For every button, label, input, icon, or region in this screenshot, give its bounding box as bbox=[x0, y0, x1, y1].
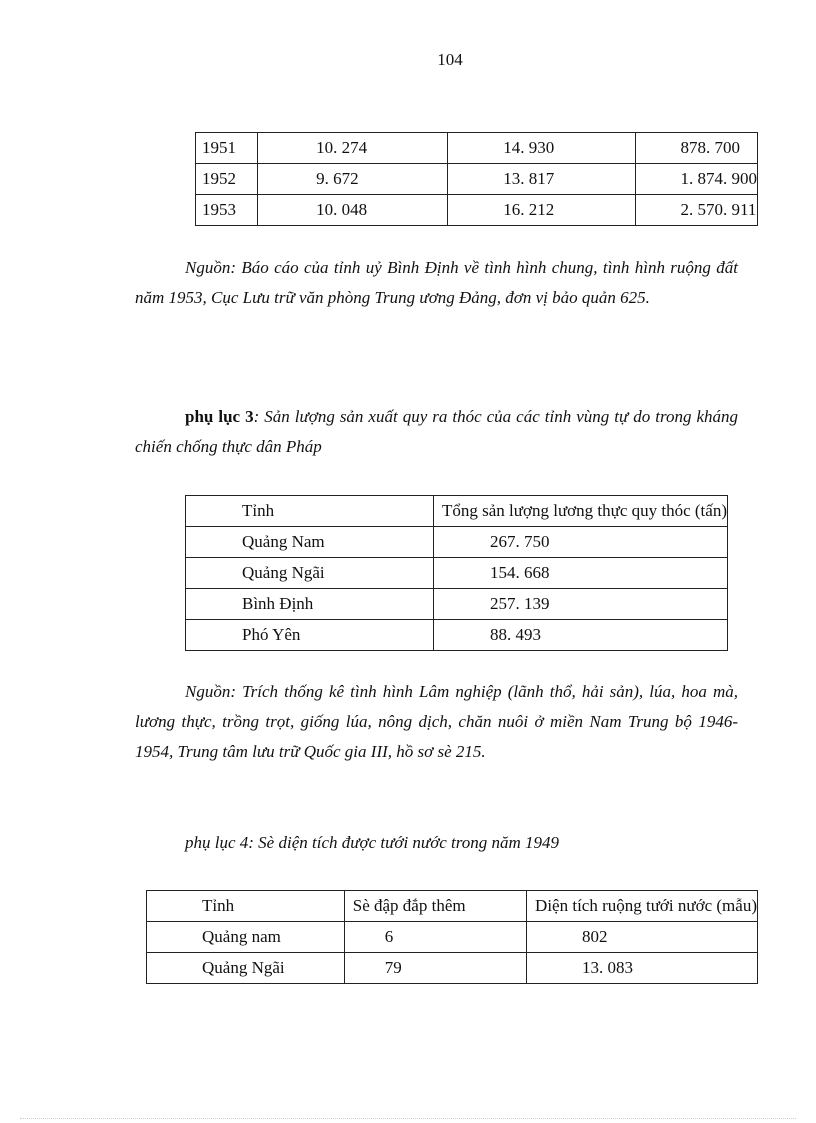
table-cell: 1951 bbox=[196, 133, 258, 164]
column-header-province: Tỉnh bbox=[186, 496, 434, 527]
appendix-3-caption bbox=[135, 402, 738, 462]
table-cell: Phó Yên bbox=[186, 620, 434, 651]
table-cell: 9. 672 bbox=[258, 164, 448, 195]
table-cell: 1. 874. 900 bbox=[635, 164, 758, 195]
source-note-2: Nguồn: Trích thống kê tình hình Lâm nghiệp (lãnh thổ, hải sản), lúa, hoa mà, lương thực, trồng trọt, giống lúa, nông dịch, chăn nuôi ở miền Nam Trung bộ 1946-1954, Trung tâm lưu trữ Quốc gia III, hồ sơ sè 215. bbox=[135, 682, 738, 761]
table-cell: 14. 930 bbox=[448, 133, 635, 164]
table-row bbox=[186, 589, 728, 620]
table-row bbox=[186, 620, 728, 651]
table-row bbox=[147, 953, 758, 984]
table-row bbox=[186, 527, 728, 558]
table-cell: 13. 083 bbox=[527, 953, 758, 984]
table-cell: 13. 817 bbox=[448, 164, 635, 195]
column-header-dams-built: Sè đập đắp thêm bbox=[344, 891, 526, 922]
appendix-4-caption: phụ lục 4: Sè diện tích được tưới nước trong năm 1949 bbox=[185, 833, 560, 852]
appendix-3-label: phụ lục 3 bbox=[185, 407, 254, 426]
table-cell: 802 bbox=[527, 922, 758, 953]
table-cell: 1952 bbox=[196, 164, 258, 195]
table-cell: 878. 700 bbox=[635, 133, 758, 164]
table-cell: 1953 bbox=[196, 195, 258, 226]
yearly-statistics-table bbox=[195, 132, 758, 226]
table-cell: 88. 493 bbox=[434, 620, 728, 651]
irrigation-table bbox=[146, 890, 758, 984]
table-row bbox=[147, 922, 758, 953]
table-header-row bbox=[147, 891, 758, 922]
table-cell: 16. 212 bbox=[448, 195, 635, 226]
table-cell: Quảng Ngãi bbox=[147, 953, 345, 984]
table-cell: 257. 139 bbox=[434, 589, 728, 620]
table-cell: Quảng Ngãi bbox=[186, 558, 434, 589]
table-header-row bbox=[186, 496, 728, 527]
table-cell: 154. 668 bbox=[434, 558, 728, 589]
table-cell: 10. 048 bbox=[258, 195, 448, 226]
table-row bbox=[196, 133, 758, 164]
table-cell: 79 bbox=[344, 953, 526, 984]
table-cell: 6 bbox=[344, 922, 526, 953]
table-row bbox=[196, 164, 758, 195]
table-cell: Quảng Nam bbox=[186, 527, 434, 558]
rice-production-table bbox=[185, 495, 728, 651]
column-header-irrigated-area: Diện tích ruộng tưới nước (mẫu) bbox=[527, 891, 758, 922]
table-row bbox=[186, 558, 728, 589]
table-row bbox=[196, 195, 758, 226]
page-number: 104 bbox=[437, 50, 463, 69]
table-cell: 2. 570. 911 bbox=[635, 195, 758, 226]
column-header-total-output: Tổng sản lượng lương thực quy thóc (tấn) bbox=[434, 496, 728, 527]
table-cell: 10. 274 bbox=[258, 133, 448, 164]
appendix-3-title: : Sản lượng sản xuất quy ra thóc của các tỉnh vùng tự do trong kháng chiến chống thực dân Pháp bbox=[135, 407, 738, 456]
column-header-province: Tỉnh bbox=[147, 891, 345, 922]
page-bottom-divider bbox=[20, 1118, 796, 1119]
source-note-1: Nguồn: Báo cáo của tỉnh uỷ Bình Định về tình hình chung, tình hình ruộng đất năm 1953, Cục Lưu trữ văn phòng Trung ương Đảng, đơn vị bảo quản 625. bbox=[135, 258, 738, 307]
table-cell: 267. 750 bbox=[434, 527, 728, 558]
table-cell: Bình Định bbox=[186, 589, 434, 620]
table-cell: Quảng nam bbox=[147, 922, 345, 953]
